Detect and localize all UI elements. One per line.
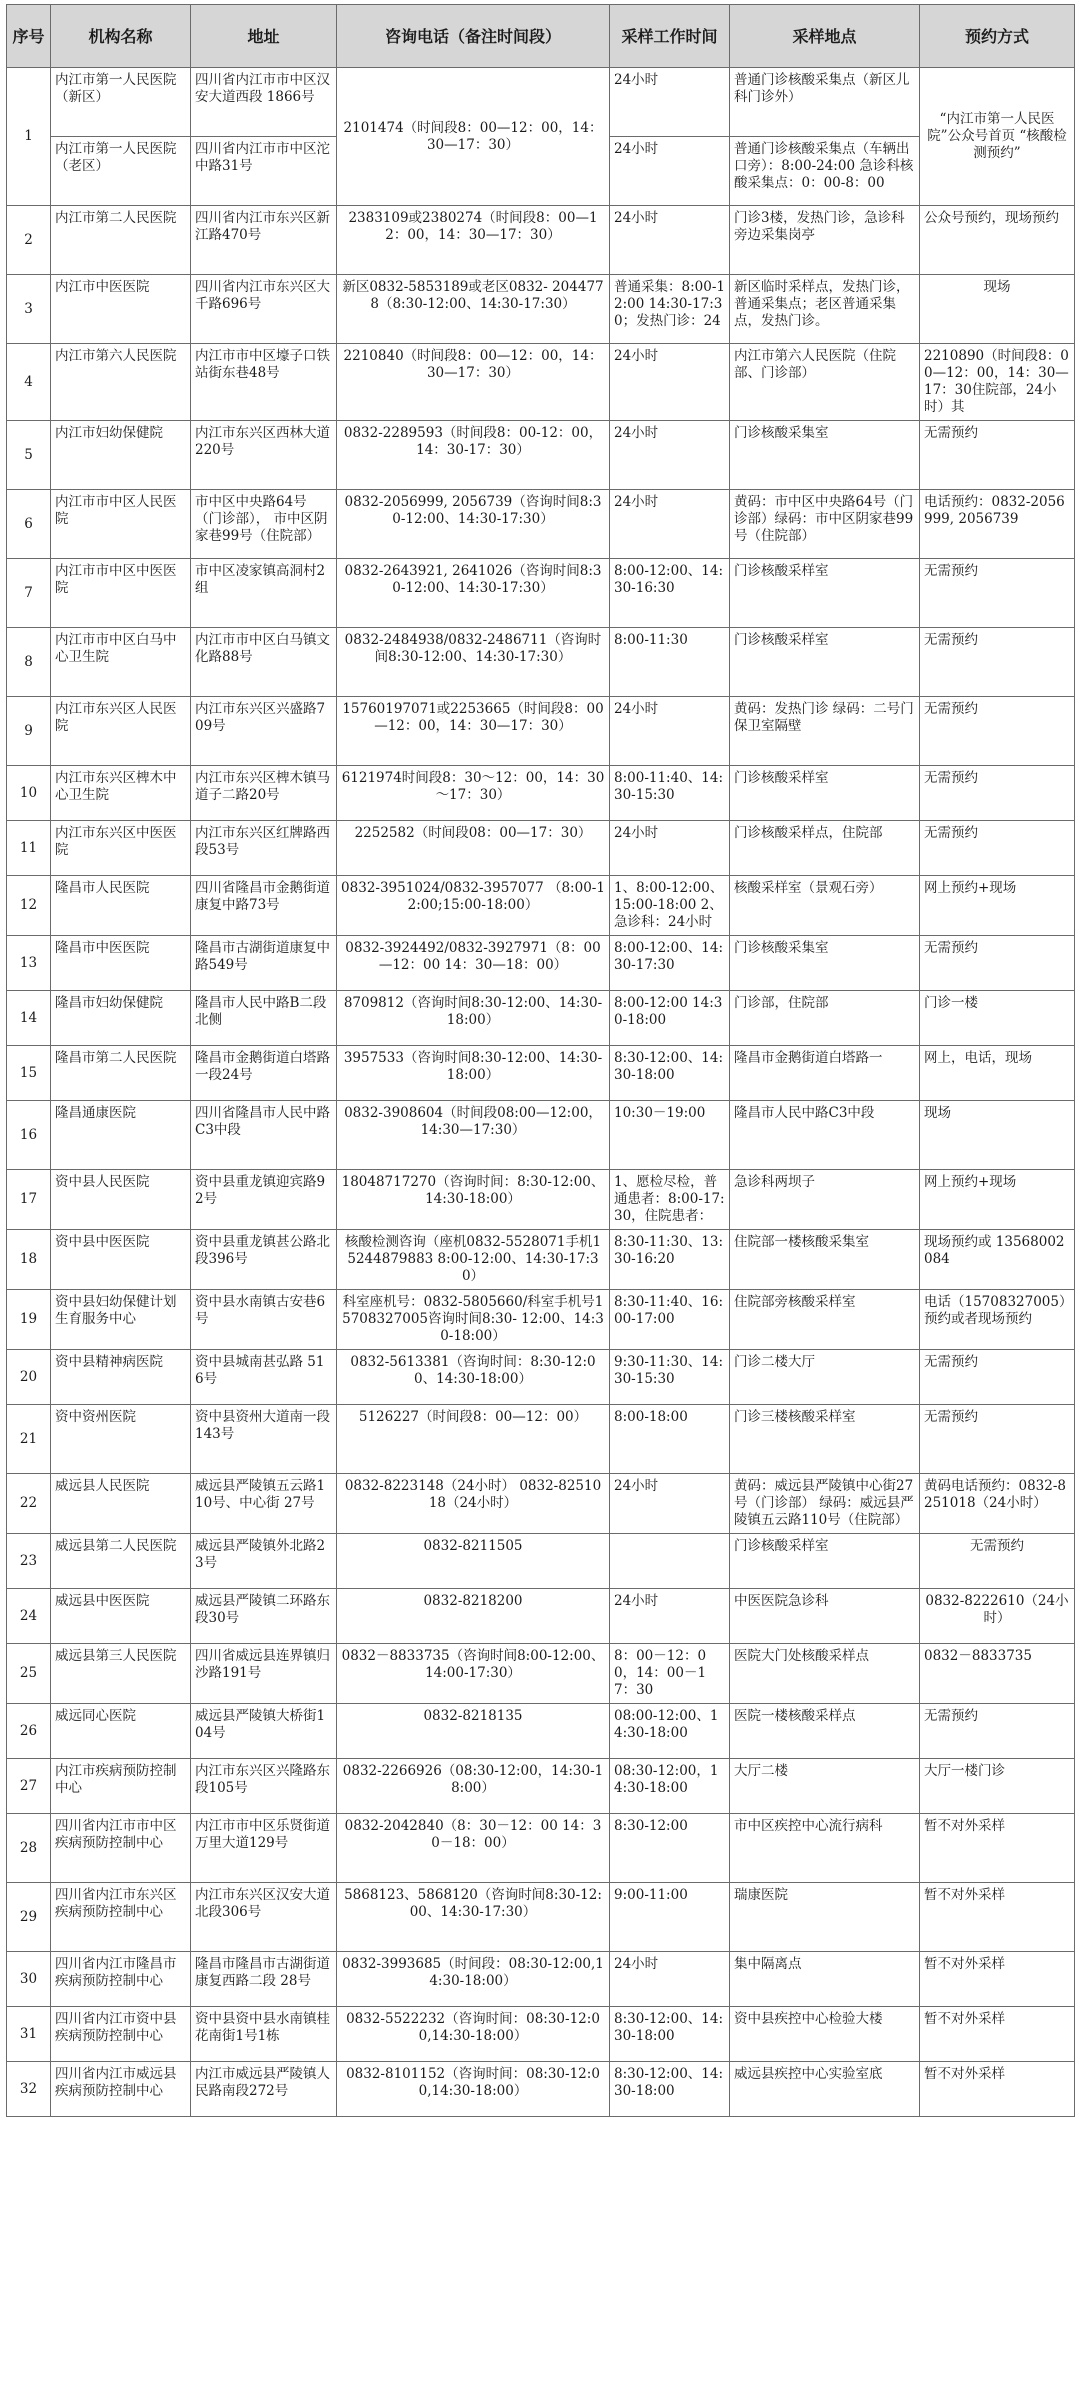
cell-sampling-location: 市中区疾控中心流行病科 bbox=[730, 1814, 920, 1883]
cell-institution: 资中县中医医院 bbox=[51, 1230, 191, 1290]
cell-booking-method: 门诊一楼 bbox=[920, 991, 1075, 1046]
cell-no: 20 bbox=[7, 1350, 51, 1405]
cell-sampling-hours: 8:30-12:00 bbox=[610, 1814, 730, 1883]
cell-phone: 2383109或2380274（时间段8：00—12：00，14：30—17：30） bbox=[337, 206, 610, 275]
cell-no: 23 bbox=[7, 1534, 51, 1589]
cell-sampling-hours: 24小时 bbox=[610, 1952, 730, 2007]
cell-booking-method: 暂不对外采样 bbox=[920, 2062, 1075, 2117]
cell-address: 隆昌市金鹅街道白塔路一段24号 bbox=[191, 1046, 337, 1101]
cell-no: 13 bbox=[7, 936, 51, 991]
cell-sampling-location: 核酸采样室（景观石旁） bbox=[730, 876, 920, 936]
cell-institution: 隆昌市人民医院 bbox=[51, 876, 191, 936]
cell-booking-method: 0832－8833735 bbox=[920, 1644, 1075, 1704]
table-row bbox=[7, 1170, 1075, 1230]
cell-sampling-location: 集中隔离点 bbox=[730, 1952, 920, 2007]
cell-address: 威远县严陵镇外北路23号 bbox=[191, 1534, 337, 1589]
cell-address: 四川省内江市东兴区大千路696号 bbox=[191, 275, 337, 344]
table-row bbox=[7, 1474, 1075, 1534]
cell-booking-method: “内江市第一人民医院”公众号首页 “核酸检测预约” bbox=[920, 68, 1075, 206]
cell-institution: 四川省内江市隆昌市疾病预防控制中心 bbox=[51, 1952, 191, 2007]
cell-phone: 6121974时间段8：30～12：00，14：30～17：30） bbox=[337, 766, 610, 821]
table-row bbox=[7, 1759, 1075, 1814]
table-row bbox=[7, 1046, 1075, 1101]
header-phone: 咨询电话（备注时间段） bbox=[337, 5, 610, 68]
table-row bbox=[7, 1101, 1075, 1170]
cell-booking-method: 大厅一楼门诊 bbox=[920, 1759, 1075, 1814]
table-row bbox=[7, 1814, 1075, 1883]
cell-sampling-hours: 24小时 bbox=[610, 137, 730, 206]
sampling-sites-table bbox=[6, 4, 1075, 2117]
cell-sampling-hours: 8:00-11:40、14:30-15:30 bbox=[610, 766, 730, 821]
header-address: 地址 bbox=[191, 5, 337, 68]
cell-phone: 8709812（咨询时间8:30-12:00、14:30-18:00） bbox=[337, 991, 610, 1046]
cell-phone: 0832-8101152（咨询时间：08:30-12:00,14:30-18:00） bbox=[337, 2062, 610, 2117]
sampling-sites-table-wrapper bbox=[6, 4, 1074, 2117]
cell-address: 四川省内江市市中区汉安大道西段 1866号 bbox=[191, 68, 337, 137]
cell-sampling-location: 普通门诊核酸采集点（车辆出口旁）：8:00-24:00 急诊科核酸采集点：0：00-8：00 bbox=[730, 137, 920, 206]
cell-booking-method: 0832-8222610（24小时） bbox=[920, 1589, 1075, 1644]
cell-institution: 内江市市中区白马中心卫生院 bbox=[51, 628, 191, 697]
cell-address: 四川省内江市市中区沱中路31号 bbox=[191, 137, 337, 206]
cell-booking-method: 无需预约 bbox=[920, 1405, 1075, 1474]
cell-phone: 0832-3908604（时间段08:00—12:00，14:30—17:30） bbox=[337, 1101, 610, 1170]
cell-sampling-location: 门诊二楼大厅 bbox=[730, 1350, 920, 1405]
cell-phone: 0832-2289593（时间段8：00-12：00，14：30-17：30） bbox=[337, 421, 610, 490]
cell-phone: 核酸检测咨询（座机0832-5528071手机15244879883 8:00-12:00、14:30-17:30） bbox=[337, 1230, 610, 1290]
cell-sampling-hours: 10:30－19:00 bbox=[610, 1101, 730, 1170]
table-row bbox=[7, 68, 1075, 137]
cell-institution: 内江市中医医院 bbox=[51, 275, 191, 344]
cell-phone: 0832-2056999, 2056739（咨询时间8:30-12:00、14:30-17:30） bbox=[337, 490, 610, 559]
cell-institution: 威远同心医院 bbox=[51, 1704, 191, 1759]
cell-booking-method: 公众号预约，现场预约 bbox=[920, 206, 1075, 275]
cell-sampling-location: 医院大门处核酸采样点 bbox=[730, 1644, 920, 1704]
cell-sampling-location: 瑞康医院 bbox=[730, 1883, 920, 1952]
cell-sampling-hours: 8:30-12:00、14:30-18:00 bbox=[610, 2007, 730, 2062]
cell-sampling-location: 黄码：市中区中央路64号（门诊部）绿码：市中区阴家巷99号（住院部） bbox=[730, 490, 920, 559]
cell-sampling-location: 门诊核酸采样点，住院部 bbox=[730, 821, 920, 876]
cell-no: 2 bbox=[7, 206, 51, 275]
cell-no: 5 bbox=[7, 421, 51, 490]
cell-booking-method: 黄码电话预约：0832-8251018（24小时） bbox=[920, 1474, 1075, 1534]
cell-phone: 2210840（时间段8：00—12：00，14：30—17：30） bbox=[337, 344, 610, 421]
cell-booking-method: 暂不对外采样 bbox=[920, 2007, 1075, 2062]
table-row bbox=[7, 991, 1075, 1046]
table-row bbox=[7, 876, 1075, 936]
cell-address: 内江市市中区壕子口铁站街东巷48号 bbox=[191, 344, 337, 421]
table-row bbox=[7, 1534, 1075, 1589]
table-row bbox=[7, 1350, 1075, 1405]
cell-booking-method: 电话预约：0832-2056999, 2056739 bbox=[920, 490, 1075, 559]
cell-sampling-hours: 1、愿检尽检，普通患者：8:00-17:30，住院患者： bbox=[610, 1170, 730, 1230]
cell-booking-method: 暂不对外采样 bbox=[920, 1952, 1075, 2007]
cell-booking-method: 现场预约或 13568002084 bbox=[920, 1230, 1075, 1290]
cell-sampling-hours: 8:00-12:00、14:30-16:30 bbox=[610, 559, 730, 628]
cell-no: 29 bbox=[7, 1883, 51, 1952]
cell-address: 市中区中央路64号（门诊部）， 市中区阴家巷99号（住院部） bbox=[191, 490, 337, 559]
cell-no: 7 bbox=[7, 559, 51, 628]
cell-sampling-location: 门诊部，住院部 bbox=[730, 991, 920, 1046]
cell-phone: 0832-8211505 bbox=[337, 1534, 610, 1589]
cell-institution: 内江市第六人民医院 bbox=[51, 344, 191, 421]
table-row bbox=[7, 1290, 1075, 1350]
cell-booking-method: 网上，电话，现场 bbox=[920, 1046, 1075, 1101]
cell-phone: 0832-5613381（咨询时间：8:30-12:00、14:30-18:00） bbox=[337, 1350, 610, 1405]
cell-institution: 内江市市中区中医医院 bbox=[51, 559, 191, 628]
cell-sampling-hours bbox=[610, 1534, 730, 1589]
cell-institution: 内江市第一人民医院（新区） bbox=[51, 68, 191, 137]
cell-institution: 隆昌市妇幼保健院 bbox=[51, 991, 191, 1046]
cell-no: 32 bbox=[7, 2062, 51, 2117]
cell-phone: 0832-3924492/0832-3927971（8：00—12：00 14：30—18：00） bbox=[337, 936, 610, 991]
cell-address: 资中县重龙镇迎宾路92号 bbox=[191, 1170, 337, 1230]
cell-institution: 隆昌市中医医院 bbox=[51, 936, 191, 991]
cell-sampling-hours: 8:00-11:30 bbox=[610, 628, 730, 697]
cell-address: 四川省内江市东兴区新江路470号 bbox=[191, 206, 337, 275]
cell-sampling-location: 黄码：威远县严陵镇中心街27号（门诊部） 绿码：威远县严陵镇五云路110号（住院部） bbox=[730, 1474, 920, 1534]
cell-no: 21 bbox=[7, 1405, 51, 1474]
cell-institution: 资中县妇幼保健计划生育服务中心 bbox=[51, 1290, 191, 1350]
cell-phone: 0832-3951024/0832-3957077 （8:00-12:00;15:00-18:00） bbox=[337, 876, 610, 936]
cell-booking-method: 电话（15708327005）预约或者现场预约 bbox=[920, 1290, 1075, 1350]
cell-booking-method: 无需预约 bbox=[920, 821, 1075, 876]
cell-no: 16 bbox=[7, 1101, 51, 1170]
cell-sampling-hours: 24小时 bbox=[610, 68, 730, 137]
cell-no: 12 bbox=[7, 876, 51, 936]
cell-address: 内江市市中区白马镇文化路88号 bbox=[191, 628, 337, 697]
cell-phone: 新区0832-5853189或老区0832- 2044778（8:30-12:00、14:30-17:30） bbox=[337, 275, 610, 344]
cell-booking-method: 无需预约 bbox=[920, 628, 1075, 697]
cell-sampling-hours: 普通采集：8:00-12:00 14:30-17:30；发热门诊：24 bbox=[610, 275, 730, 344]
cell-sampling-hours: 24小时 bbox=[610, 1474, 730, 1534]
cell-institution: 资中县人民医院 bbox=[51, 1170, 191, 1230]
cell-sampling-hours: 8:00-12:00 14:30-18:00 bbox=[610, 991, 730, 1046]
cell-sampling-location: 资中县疾控中心检验大楼 bbox=[730, 2007, 920, 2062]
cell-institution: 内江市东兴区人民医院 bbox=[51, 697, 191, 766]
cell-phone: 0832-2643921, 2641026（咨询时间8:30-12:00、14:30-17:30） bbox=[337, 559, 610, 628]
cell-sampling-location: 住院部旁核酸采样室 bbox=[730, 1290, 920, 1350]
table-row bbox=[7, 936, 1075, 991]
table-row bbox=[7, 1405, 1075, 1474]
cell-phone: 0832－8833735（咨询时间8:00-12:00、14:00-17:30） bbox=[337, 1644, 610, 1704]
cell-booking-method: 无需预约 bbox=[920, 1534, 1075, 1589]
cell-sampling-location: 门诊三楼核酸采样室 bbox=[730, 1405, 920, 1474]
cell-sampling-location: 医院一楼核酸采样点 bbox=[730, 1704, 920, 1759]
cell-sampling-location: 内江市第六人民医院（住院部、门诊部） bbox=[730, 344, 920, 421]
cell-phone: 0832-8223148（24小时） 0832-8251018（24小时） bbox=[337, 1474, 610, 1534]
cell-sampling-location: 门诊核酸采集室 bbox=[730, 936, 920, 991]
cell-sampling-hours: 24小时 bbox=[610, 697, 730, 766]
cell-phone: 15760197071或2253665（时间段8：00—12：00，14：30—17：30） bbox=[337, 697, 610, 766]
cell-sampling-location: 门诊核酸采样室 bbox=[730, 766, 920, 821]
cell-address: 威远县严陵镇大桥街104号 bbox=[191, 1704, 337, 1759]
table-row bbox=[7, 206, 1075, 275]
cell-sampling-hours: 24小时 bbox=[610, 344, 730, 421]
cell-institution: 四川省内江市资中县疾病预防控制中心 bbox=[51, 2007, 191, 2062]
cell-booking-method: 网上预约+现场 bbox=[920, 876, 1075, 936]
cell-sampling-location: 门诊核酸采样室 bbox=[730, 628, 920, 697]
cell-address: 内江市东兴区红牌路西段53号 bbox=[191, 821, 337, 876]
cell-address: 资中县水南镇古安巷6号 bbox=[191, 1290, 337, 1350]
cell-booking-method: 无需预约 bbox=[920, 766, 1075, 821]
cell-sampling-location: 门诊核酸采样室 bbox=[730, 559, 920, 628]
cell-sampling-location: 隆昌市金鹅街道白塔路一 bbox=[730, 1046, 920, 1101]
cell-sampling-hours: 8:30-12:00、14:30-18:00 bbox=[610, 1046, 730, 1101]
cell-address: 隆昌市古湖街道康复中路549号 bbox=[191, 936, 337, 991]
cell-sampling-hours: 8:30-11:40、16:00-17:00 bbox=[610, 1290, 730, 1350]
cell-institution: 威远县人民医院 bbox=[51, 1474, 191, 1534]
cell-sampling-hours: 24小时 bbox=[610, 490, 730, 559]
cell-address: 内江市东兴区兴盛路709号 bbox=[191, 697, 337, 766]
cell-address: 隆昌市人民中路B二段北侧 bbox=[191, 991, 337, 1046]
cell-no: 30 bbox=[7, 1952, 51, 2007]
cell-no: 28 bbox=[7, 1814, 51, 1883]
cell-institution: 内江市市中区人民医院 bbox=[51, 490, 191, 559]
cell-phone: 0832-2266926（08:30-12:00，14:30-18:00） bbox=[337, 1759, 610, 1814]
cell-sampling-location: 隆昌市人民中路C3中段 bbox=[730, 1101, 920, 1170]
cell-institution: 四川省内江市市中区疾病预防控制中心 bbox=[51, 1814, 191, 1883]
cell-no: 10 bbox=[7, 766, 51, 821]
cell-booking-method: 无需预约 bbox=[920, 936, 1075, 991]
cell-no: 14 bbox=[7, 991, 51, 1046]
cell-sampling-location: 大厅二楼 bbox=[730, 1759, 920, 1814]
cell-sampling-hours: 08:00-12:00、14:30-18:00 bbox=[610, 1704, 730, 1759]
cell-institution: 四川省内江市威远县疾病预防控制中心 bbox=[51, 2062, 191, 2117]
cell-phone: 5868123、5868120（咨询时间8:30-12:00、14:30-17:30） bbox=[337, 1883, 610, 1952]
cell-phone: 18048717270（咨询时间：8:30-12:00、14:30-18:00） bbox=[337, 1170, 610, 1230]
cell-phone: 科室座机号：0832-5805660/科室手机号15708327005咨询时间8:30- 12:00、14:30-18:00） bbox=[337, 1290, 610, 1350]
cell-sampling-hours: 24小时 bbox=[610, 1589, 730, 1644]
cell-phone: 5126227（时间段8：00—12：00） bbox=[337, 1405, 610, 1474]
cell-institution: 资中资州医院 bbox=[51, 1405, 191, 1474]
cell-sampling-location: 威远县疾控中心实验室底 bbox=[730, 2062, 920, 2117]
cell-no: 6 bbox=[7, 490, 51, 559]
cell-sampling-location: 中医医院急诊科 bbox=[730, 1589, 920, 1644]
cell-institution: 内江市第二人民医院 bbox=[51, 206, 191, 275]
cell-no: 27 bbox=[7, 1759, 51, 1814]
cell-no: 11 bbox=[7, 821, 51, 876]
cell-booking-method: 无需预约 bbox=[920, 421, 1075, 490]
table-row bbox=[7, 1952, 1075, 2007]
table-row bbox=[7, 490, 1075, 559]
cell-sampling-hours: 8：00－12：00，14：00－17：30 bbox=[610, 1644, 730, 1704]
cell-address: 隆昌市隆昌市古湖街道康复西路二段 28号 bbox=[191, 1952, 337, 2007]
cell-address: 资中县城南甚弘路 516号 bbox=[191, 1350, 337, 1405]
cell-address: 内江市市中区乐贤街道万里大道129号 bbox=[191, 1814, 337, 1883]
cell-sampling-location: 普通门诊核酸采集点（新区儿科门诊外） bbox=[730, 68, 920, 137]
cell-booking-method: 无需预约 bbox=[920, 559, 1075, 628]
cell-sampling-hours: 24小时 bbox=[610, 421, 730, 490]
cell-no: 17 bbox=[7, 1170, 51, 1230]
cell-institution: 内江市妇幼保健院 bbox=[51, 421, 191, 490]
cell-phone: 0832-5522232（咨询时间：08:30-12:00,14:30-18:00） bbox=[337, 2007, 610, 2062]
cell-institution: 威远县第三人民医院 bbox=[51, 1644, 191, 1704]
cell-phone: 0832-2042840（8：30－12：00 14：30－18：00） bbox=[337, 1814, 610, 1883]
table-row bbox=[7, 344, 1075, 421]
cell-institution: 内江市第一人民医院（老区） bbox=[51, 137, 191, 206]
cell-address: 内江市东兴区椑木镇马道子二路20号 bbox=[191, 766, 337, 821]
cell-sampling-location: 急诊科两坝子 bbox=[730, 1170, 920, 1230]
cell-sampling-location: 黄码：发热门诊 绿码：二号门保卫室隔壁 bbox=[730, 697, 920, 766]
cell-address: 四川省隆昌市人民中路C3中段 bbox=[191, 1101, 337, 1170]
cell-phone: 2252582（时间段08：00—17：30） bbox=[337, 821, 610, 876]
cell-institution: 内江市东兴区中医医院 bbox=[51, 821, 191, 876]
cell-institution: 隆昌通康医院 bbox=[51, 1101, 191, 1170]
cell-address: 内江市东兴区汉安大道北段306号 bbox=[191, 1883, 337, 1952]
table-row bbox=[7, 1589, 1075, 1644]
cell-institution: 四川省内江市东兴区疾病预防控制中心 bbox=[51, 1883, 191, 1952]
header-no: 序号 bbox=[7, 5, 51, 68]
table-row bbox=[7, 766, 1075, 821]
cell-phone: 2101474（时间段8：00—12：00，14：30—17：30） bbox=[337, 68, 610, 206]
table-header-row bbox=[7, 5, 1075, 68]
cell-phone: 0832-3993685（时间段：08:30-12:00,14:30-18:00） bbox=[337, 1952, 610, 2007]
cell-no: 8 bbox=[7, 628, 51, 697]
cell-address: 资中县资中县水南镇桂花南街1号1栋 bbox=[191, 2007, 337, 2062]
cell-sampling-hours: 8:30-12:00、14:30-18:00 bbox=[610, 2062, 730, 2117]
cell-sampling-location: 住院部一楼核酸采集室 bbox=[730, 1230, 920, 1290]
header-sampling-hours: 采样工作时间 bbox=[610, 5, 730, 68]
cell-booking-method: 暂不对外采样 bbox=[920, 1814, 1075, 1883]
table-row bbox=[7, 1230, 1075, 1290]
table-row bbox=[7, 1704, 1075, 1759]
cell-no: 4 bbox=[7, 344, 51, 421]
cell-booking-method: 暂不对外采样 bbox=[920, 1883, 1075, 1952]
table-row bbox=[7, 1883, 1075, 1952]
cell-no: 26 bbox=[7, 1704, 51, 1759]
cell-sampling-location: 新区临时采样点，发热门诊，普通采集点；老区普通采集点，发热门诊。 bbox=[730, 275, 920, 344]
table-body bbox=[7, 68, 1075, 2117]
cell-address: 四川省威远县连界镇归沙路191号 bbox=[191, 1644, 337, 1704]
cell-sampling-hours: 8:30-11:30、13:30-16:20 bbox=[610, 1230, 730, 1290]
cell-no: 15 bbox=[7, 1046, 51, 1101]
cell-sampling-hours: 24小时 bbox=[610, 206, 730, 275]
cell-booking-method: 无需预约 bbox=[920, 1704, 1075, 1759]
table-row bbox=[7, 421, 1075, 490]
cell-no: 9 bbox=[7, 697, 51, 766]
cell-booking-method: 无需预约 bbox=[920, 697, 1075, 766]
cell-sampling-location: 门诊3楼，发热门诊，急诊科旁边采集岗亭 bbox=[730, 206, 920, 275]
cell-no: 24 bbox=[7, 1589, 51, 1644]
cell-address: 内江市东兴区兴隆路东段105号 bbox=[191, 1759, 337, 1814]
cell-sampling-hours: 8:00-18:00 bbox=[610, 1405, 730, 1474]
cell-institution: 隆昌市第二人民医院 bbox=[51, 1046, 191, 1101]
table-row bbox=[7, 559, 1075, 628]
table-row bbox=[7, 2062, 1075, 2117]
cell-booking-method: 网上预约+现场 bbox=[920, 1170, 1075, 1230]
cell-address: 内江市威远县严陵镇人民路南段272号 bbox=[191, 2062, 337, 2117]
cell-no: 22 bbox=[7, 1474, 51, 1534]
cell-booking-method: 现场 bbox=[920, 1101, 1075, 1170]
cell-phone: 0832-8218135 bbox=[337, 1704, 610, 1759]
cell-sampling-location: 门诊核酸采集室 bbox=[730, 421, 920, 490]
header-institution: 机构名称 bbox=[51, 5, 191, 68]
table-row bbox=[7, 275, 1075, 344]
cell-sampling-hours: 08:30-12:00，14:30-18:00 bbox=[610, 1759, 730, 1814]
table-row bbox=[7, 697, 1075, 766]
cell-address: 资中县重龙镇甚公路北段396号 bbox=[191, 1230, 337, 1290]
cell-institution: 内江市疾病预防控制中心 bbox=[51, 1759, 191, 1814]
cell-sampling-hours: 24小时 bbox=[610, 821, 730, 876]
cell-no: 1 bbox=[7, 68, 51, 206]
cell-no: 18 bbox=[7, 1230, 51, 1290]
cell-institution: 威远县第二人民医院 bbox=[51, 1534, 191, 1589]
cell-sampling-location: 门诊核酸采样室 bbox=[730, 1534, 920, 1589]
cell-phone: 0832-2484938/0832-2486711（咨询时间8:30-12:00、14:30-17:30） bbox=[337, 628, 610, 697]
table-row bbox=[7, 1644, 1075, 1704]
cell-institution: 资中县精神病医院 bbox=[51, 1350, 191, 1405]
cell-institution: 威远县中医医院 bbox=[51, 1589, 191, 1644]
cell-address: 威远县严陵镇二环路东段30号 bbox=[191, 1589, 337, 1644]
cell-address: 资中县资州大道南一段143号 bbox=[191, 1405, 337, 1474]
cell-sampling-hours: 9:00-11:00 bbox=[610, 1883, 730, 1952]
cell-no: 19 bbox=[7, 1290, 51, 1350]
cell-address: 威远县严陵镇五云路110号、中心街 27号 bbox=[191, 1474, 337, 1534]
cell-phone: 3957533（咨询时间8:30-12:00、14:30-18:00） bbox=[337, 1046, 610, 1101]
cell-address: 内江市东兴区西林大道220号 bbox=[191, 421, 337, 490]
cell-address: 市中区凌家镇高洞村2组 bbox=[191, 559, 337, 628]
cell-sampling-hours: 1、8:00-12:00、15:00-18:00 2、急诊科：24小时 bbox=[610, 876, 730, 936]
cell-institution: 内江市东兴区椑木中心卫生院 bbox=[51, 766, 191, 821]
table-row bbox=[7, 2007, 1075, 2062]
table-row bbox=[7, 821, 1075, 876]
cell-no: 25 bbox=[7, 1644, 51, 1704]
cell-no: 31 bbox=[7, 2007, 51, 2062]
cell-address: 四川省隆昌市金鹅街道康复中路73号 bbox=[191, 876, 337, 936]
cell-sampling-hours: 9:30-11:30、14:30-15:30 bbox=[610, 1350, 730, 1405]
cell-booking-method: 无需预约 bbox=[920, 1350, 1075, 1405]
cell-booking-method: 现场 bbox=[920, 275, 1075, 344]
cell-booking-method: 2210890（时间段8：00—12：00，14：30—17：30住院部，24小时）其 bbox=[920, 344, 1075, 421]
cell-no: 3 bbox=[7, 275, 51, 344]
cell-sampling-hours: 8:00-12:00、14:30-17:30 bbox=[610, 936, 730, 991]
cell-phone: 0832-8218200 bbox=[337, 1589, 610, 1644]
table-row bbox=[7, 628, 1075, 697]
header-sampling-location: 采样地点 bbox=[730, 5, 920, 68]
header-booking-method: 预约方式 bbox=[920, 5, 1075, 68]
